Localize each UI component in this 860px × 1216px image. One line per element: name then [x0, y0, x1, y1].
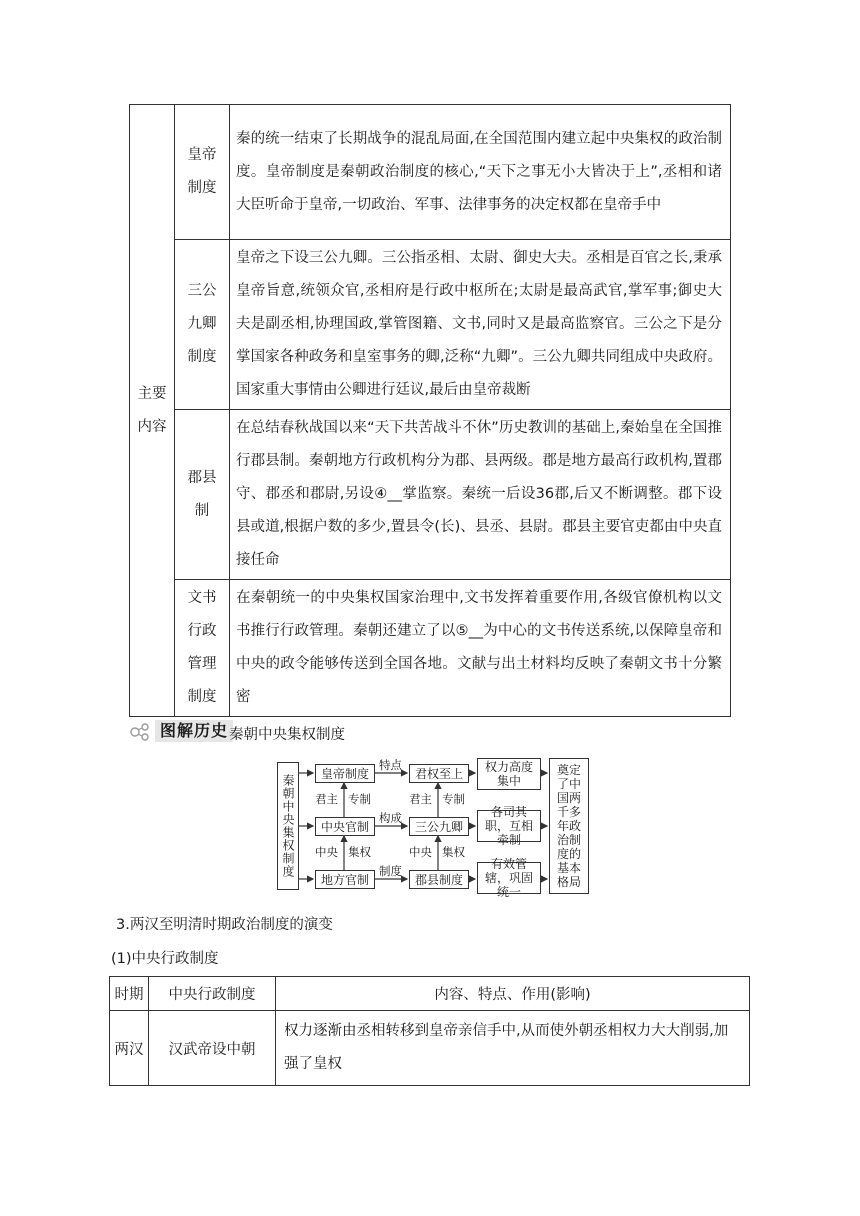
- table-row: [130, 410, 731, 580]
- diagram-node: 中央官制: [315, 817, 375, 836]
- diagram-right-box: 奠定了中国两千多年政治制度的基本格局: [549, 758, 589, 894]
- figure-decoration-icon: [129, 722, 153, 742]
- group-label: 主要内容: [137, 385, 167, 435]
- row-label: 皇帝制度: [187, 147, 217, 196]
- table-row: [130, 105, 731, 240]
- row-text: 秦的统一结束了长期战争的混乱局面,在全国范围内建立起中央集权的政治制度。皇帝制度是秦朝政治制度的核心,“天下之事无小大皆决于上”,丞相和诸大臣听命于皇帝,一切政治、军事、法律事务的决定权都在皇帝手中: [230, 105, 731, 240]
- subsection-heading: (1)中央行政制度: [111, 951, 219, 967]
- main-content-table: [129, 104, 731, 717]
- description-cell: 权力逐渐由丞相转移到皇帝亲信手中,从而使外朝丞相权力大大削弱,加强了皇权: [276, 1011, 750, 1086]
- edge-label: 君主: [315, 792, 338, 806]
- flow-diagram: [273, 758, 593, 898]
- row-text: 在总结春秋战国以来“天下共苦战斗不休”历史教训的基础上,秦始皇在全国推行郡县制。秦朝地方行政机构分为郡、县两级。郡是地方最高行政机构,置郡守、郡丞和郡尉,另设④__掌监察。秦统一后设36郡,后又不断调整。郡下设县或道,根据户数的多少,置县令(长)、县丞、县尉。郡县主要官吏都由中央直接任命: [230, 410, 731, 580]
- edge-label: 中央: [315, 845, 338, 859]
- row-label: 文书行政管理制度: [187, 590, 217, 705]
- diagram-node: 地方官制: [315, 870, 375, 889]
- edge-label: 构成: [379, 811, 402, 825]
- edge-label: 制度: [379, 864, 402, 878]
- figure-header: [129, 719, 729, 745]
- diagram-node: 郡县制度: [409, 870, 469, 889]
- row-label: 三公九卿制度: [187, 283, 217, 365]
- diagram-node: 有效管辖，巩固统一: [477, 862, 541, 894]
- column-header: 内容、特点、作用(影响): [276, 977, 750, 1011]
- table-row: [130, 240, 731, 410]
- edge-label: 专制: [442, 792, 465, 806]
- edge-label: 中央: [409, 845, 432, 859]
- table-row: [110, 1011, 750, 1086]
- row-text: 在秦朝统一的中央集权国家治理中,文书发挥着重要作用,各级官僚机构以文书推行行政管理。秦朝还建立了以⑤__为中心的文书传送系统,以保障皇帝和中央的政令能够传送到全国各地。文献与出土材料均反映了秦朝文书十分繁密: [230, 580, 731, 717]
- section-heading: 3.两汉至明清时期政治制度的演变: [116, 917, 333, 933]
- group-label-cell: [130, 105, 175, 717]
- edge-label: 集权: [442, 845, 465, 859]
- table-header-row: [110, 977, 750, 1011]
- diagram-node: 皇帝制度: [315, 764, 375, 783]
- row-label: 郡县制: [187, 469, 217, 519]
- diagram-node: 各司其职，互相牵制: [477, 810, 541, 842]
- row-label-cell: [175, 240, 230, 410]
- figure-badge: 图解历史: [155, 720, 233, 742]
- edge-label: 君主: [409, 792, 432, 806]
- diagram-node: 三公九卿: [409, 817, 469, 836]
- table-row: [130, 580, 731, 717]
- diagram-left-box: 秦朝中央集权制度: [277, 762, 299, 890]
- edge-label: 专制: [348, 792, 371, 806]
- period-cell: 两汉: [110, 1011, 149, 1086]
- row-label-cell: [175, 410, 230, 580]
- row-text: 皇帝之下设三公九卿。三公指丞相、太尉、御史大夫。丞相是百官之长,秉承皇帝旨意,统领众官,丞相府是行政中枢所在;太尉是最高武官,掌军事;御史大夫是副丞相,协理国政,掌管图籍、文书,同时又是最高监察官。三公之下是分掌国家各种政务和皇室事务的卿,泛称“九卿”。三公九卿共同组成中央政府。国家重大事情由公卿进行廷议,最后由皇帝裁断: [230, 240, 731, 410]
- row-label-cell: [175, 580, 230, 717]
- system-cell: 汉武帝设中朝: [149, 1011, 276, 1086]
- column-header: 时期: [110, 977, 149, 1011]
- diagram-node: 君权至上: [409, 764, 469, 783]
- figure-title: 秦朝中央集权制度: [229, 727, 345, 743]
- column-header: 中央行政制度: [149, 977, 276, 1011]
- edge-label: 特点: [379, 758, 402, 772]
- diagram-node: 权力高度集中: [477, 758, 541, 790]
- central-admin-table: [109, 976, 750, 1086]
- edge-label: 集权: [348, 845, 371, 859]
- row-label-cell: [175, 105, 230, 240]
